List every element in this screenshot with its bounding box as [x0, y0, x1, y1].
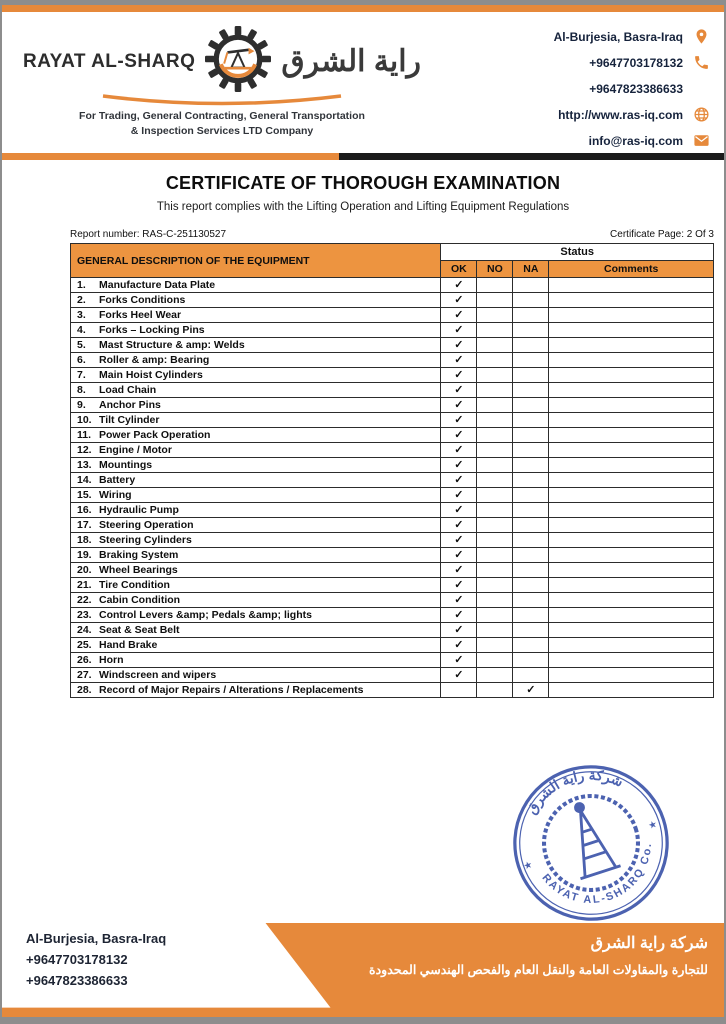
status-comments-cell	[549, 608, 714, 623]
row-label: Control Levers &amp; Pedals &amp; lights	[99, 609, 312, 621]
status-ok-cell: ✓	[441, 398, 477, 413]
table-row	[71, 578, 714, 593]
status-no-cell	[477, 488, 513, 503]
status-comments-cell	[549, 443, 714, 458]
contact-text: +9647823386633	[589, 81, 683, 96]
status-no-cell	[477, 428, 513, 443]
status-ok-cell: ✓	[441, 293, 477, 308]
status-no-cell	[477, 278, 513, 293]
row-number: 12.	[77, 444, 92, 456]
row-number: 18.	[77, 534, 92, 546]
status-no-cell	[477, 503, 513, 518]
status-column-group-header: Status	[441, 244, 714, 261]
row-label: Wheel Bearings	[99, 564, 178, 576]
status-no-cell	[477, 548, 513, 563]
row-description-cell	[71, 473, 441, 488]
row-label: Wiring	[99, 489, 132, 501]
status-no-cell	[477, 593, 513, 608]
status-comments-cell	[549, 398, 714, 413]
row-description-cell	[71, 308, 441, 323]
status-ok-cell: ✓	[441, 653, 477, 668]
status-ok-cell: ✓	[441, 383, 477, 398]
row-number: 11.	[77, 429, 92, 441]
row-description-cell	[71, 398, 441, 413]
status-no-cell	[477, 668, 513, 683]
row-label: Tilt Cylinder	[99, 414, 160, 426]
footer-contact-line: +9647703178132	[26, 952, 128, 967]
column-header-no: NO	[477, 261, 513, 278]
status-comments-cell	[549, 338, 714, 353]
footer-company-arabic	[369, 933, 708, 977]
table-row	[71, 473, 714, 488]
row-number: 8.	[77, 384, 86, 396]
table-row	[71, 488, 714, 503]
status-comments-cell	[549, 368, 714, 383]
row-number: 21.	[77, 579, 92, 591]
company-name-ar: راية الشرق	[281, 45, 422, 78]
status-comments-cell	[549, 623, 714, 638]
status-na-cell	[513, 593, 549, 608]
status-comments-cell	[549, 683, 714, 698]
stamp-top-text: شركة راية الشرق	[523, 767, 626, 817]
status-ok-cell: ✓	[441, 608, 477, 623]
gear-pumpjack-icon	[205, 26, 271, 97]
row-label: Steering Cylinders	[99, 534, 192, 546]
row-description-cell	[71, 563, 441, 578]
row-description-cell	[71, 653, 441, 668]
row-description-cell	[71, 593, 441, 608]
row-description-cell	[71, 353, 441, 368]
status-comments-cell	[549, 653, 714, 668]
status-na-cell	[513, 398, 549, 413]
stamp-star-right: ★	[647, 818, 659, 832]
status-ok-cell: ✓	[441, 458, 477, 473]
status-no-cell	[477, 368, 513, 383]
table-row	[71, 368, 714, 383]
table-row	[71, 398, 714, 413]
row-number: 26.	[77, 654, 92, 666]
table-row	[71, 383, 714, 398]
status-ok-cell: ✓	[441, 308, 477, 323]
status-comments-cell	[549, 578, 714, 593]
table-row	[71, 623, 714, 638]
status-no-cell	[477, 458, 513, 473]
status-na-cell	[513, 638, 549, 653]
company-tagline: For Trading, General Contracting, General Transportation & Inspection Services LTD Company	[79, 110, 365, 137]
table-row	[71, 503, 714, 518]
status-na-cell	[513, 443, 549, 458]
status-na-cell	[513, 458, 549, 473]
table-row	[71, 323, 714, 338]
row-label: Forks Conditions	[99, 294, 186, 306]
status-ok-cell: ✓	[441, 278, 477, 293]
derrick-icon	[558, 797, 620, 879]
row-description-cell	[71, 293, 441, 308]
table-row	[71, 653, 714, 668]
company-stamp	[489, 741, 693, 945]
footer	[2, 923, 724, 1017]
status-ok-cell: ✓	[441, 443, 477, 458]
row-label: Mast Structure & amp: Welds	[99, 339, 245, 351]
row-label: Hand Brake	[99, 639, 158, 651]
company-logo	[22, 20, 422, 149]
row-label: Horn	[99, 654, 124, 666]
row-description-cell	[71, 533, 441, 548]
footer-contact-block	[26, 931, 166, 988]
row-description-cell	[71, 608, 441, 623]
status-na-cell	[513, 653, 549, 668]
row-label: Roller & amp: Bearing	[99, 354, 210, 366]
status-no-cell	[477, 443, 513, 458]
contact-text: http://www.ras-iq.com	[558, 107, 683, 122]
header-divider	[2, 153, 724, 160]
status-ok-cell: ✓	[441, 533, 477, 548]
row-number: 16.	[77, 504, 92, 516]
globe-icon	[693, 106, 710, 123]
status-no-cell	[477, 638, 513, 653]
status-no-cell	[477, 578, 513, 593]
row-number: 28.	[77, 684, 92, 696]
row-description-cell	[71, 443, 441, 458]
description-column-header: GENERAL DESCRIPTION OF THE EQUIPMENT	[71, 244, 441, 278]
phone-icon	[693, 54, 710, 71]
row-description-cell	[71, 383, 441, 398]
meta-row	[70, 229, 714, 240]
row-number: 20.	[77, 564, 92, 576]
table-row	[71, 518, 714, 533]
row-description-cell	[71, 368, 441, 383]
contact-text: Al-Burjesia, Basra-Iraq	[553, 29, 683, 44]
equipment-checklist-table	[70, 243, 714, 698]
status-comments-cell	[549, 308, 714, 323]
status-comments-cell	[549, 458, 714, 473]
status-ok-cell: ✓	[441, 488, 477, 503]
row-number: 10.	[77, 414, 92, 426]
row-label: Record of Major Repairs / Alterations / Replacements	[99, 684, 364, 696]
table-row	[71, 308, 714, 323]
report-number: Report number: RAS-C-251130527	[70, 229, 227, 240]
table-row	[71, 548, 714, 563]
status-comments-cell	[549, 593, 714, 608]
status-ok-cell: ✓	[441, 413, 477, 428]
status-na-cell	[513, 383, 549, 398]
status-na-cell	[513, 548, 549, 563]
top-accent-bar	[2, 5, 724, 12]
status-ok-cell: ✓	[441, 428, 477, 443]
status-na-cell	[513, 308, 549, 323]
contact-line	[554, 28, 710, 45]
row-number: 7.	[77, 369, 86, 381]
row-description-cell	[71, 518, 441, 533]
table-row	[71, 593, 714, 608]
status-na-cell	[513, 293, 549, 308]
footer-arabic-line: شركة راية الشرق	[590, 935, 708, 952]
status-na-cell	[513, 668, 549, 683]
row-number: 14.	[77, 474, 92, 486]
header	[2, 12, 724, 153]
row-label: Steering Operation	[99, 519, 194, 531]
row-number: 1.	[77, 279, 86, 291]
row-label: Seat & Seat Belt	[99, 624, 180, 636]
row-description-cell	[71, 278, 441, 293]
status-ok-cell: ✓	[441, 563, 477, 578]
status-ok-cell: ✓	[441, 368, 477, 383]
mail-icon	[693, 132, 710, 149]
page-title: CERTIFICATE OF THOROUGH EXAMINATION	[165, 173, 561, 193]
table-row	[71, 668, 714, 683]
status-na-cell	[513, 428, 549, 443]
row-number: 23.	[77, 609, 92, 621]
row-label: Anchor Pins	[99, 399, 161, 411]
status-na-cell	[513, 578, 549, 593]
table-row	[71, 443, 714, 458]
status-comments-cell	[549, 533, 714, 548]
svg-text:RAYAT AL-SHARQ Co.	[538, 838, 668, 922]
status-comments-cell	[549, 518, 714, 533]
table-row	[71, 638, 714, 653]
status-no-cell	[477, 323, 513, 338]
row-description-cell	[71, 683, 441, 698]
location-icon	[693, 28, 710, 45]
status-comments-cell	[549, 638, 714, 653]
row-label: Forks Heel Wear	[99, 309, 182, 321]
row-label: Braking System	[99, 549, 179, 561]
status-na-cell	[513, 503, 549, 518]
status-ok-cell: ✓	[441, 548, 477, 563]
table-row	[71, 413, 714, 428]
status-no-cell	[477, 533, 513, 548]
certificate-page: Certificate Page: 2 Of 3	[610, 229, 714, 240]
table-row	[71, 293, 714, 308]
row-number: 3.	[77, 309, 86, 321]
status-comments-cell	[549, 323, 714, 338]
status-comments-cell	[549, 488, 714, 503]
stamp-bottom-text: RAYAT AL-SHARQ Co.	[539, 841, 654, 907]
row-number: 24.	[77, 624, 92, 636]
row-number: 5.	[77, 339, 86, 351]
row-label: Battery	[99, 474, 136, 486]
table-row	[71, 338, 714, 353]
status-no-cell	[477, 653, 513, 668]
status-comments-cell	[549, 548, 714, 563]
row-label: Mountings	[99, 459, 153, 471]
table-row	[71, 428, 714, 443]
row-description-cell	[71, 668, 441, 683]
status-ok-cell: ✓	[441, 593, 477, 608]
status-no-cell	[477, 383, 513, 398]
stamp-star-left: ★	[522, 859, 534, 873]
status-ok-cell: ✓	[441, 578, 477, 593]
status-comments-cell	[549, 278, 714, 293]
status-na-cell: ✓	[513, 683, 549, 698]
column-header-na: NA	[513, 261, 549, 278]
status-ok-cell: ✓	[441, 353, 477, 368]
status-na-cell	[513, 278, 549, 293]
table-row	[71, 563, 714, 578]
status-na-cell	[513, 533, 549, 548]
document-page	[2, 5, 724, 1017]
footer-arabic-line: للتجارة والمقاولات العامة والنقل العام والفحص الهندسي المحدودة	[369, 963, 708, 977]
contact-line	[558, 106, 710, 123]
status-na-cell	[513, 608, 549, 623]
status-ok-cell: ✓	[441, 668, 477, 683]
status-comments-cell	[549, 563, 714, 578]
status-ok-cell: ✓	[441, 518, 477, 533]
row-description-cell	[71, 638, 441, 653]
row-description-cell	[71, 503, 441, 518]
row-label: Forks – Locking Pins	[99, 324, 205, 336]
row-description-cell	[71, 623, 441, 638]
status-no-cell	[477, 608, 513, 623]
status-no-cell	[477, 353, 513, 368]
status-na-cell	[513, 488, 549, 503]
status-comments-cell	[549, 413, 714, 428]
row-number: 2.	[77, 294, 86, 306]
status-ok-cell: ✓	[441, 473, 477, 488]
row-label: Load Chain	[99, 384, 157, 396]
row-number: 9.	[77, 399, 86, 411]
footer-contact-line: +9647823386633	[26, 973, 128, 988]
row-label: Manufacture Data Plate	[99, 279, 216, 291]
row-label: Cabin Condition	[99, 594, 181, 606]
title-block	[2, 173, 724, 213]
status-na-cell	[513, 518, 549, 533]
status-ok-cell: ✓	[441, 503, 477, 518]
row-description-cell	[71, 578, 441, 593]
row-description-cell	[71, 338, 441, 353]
table-header-row-1	[71, 244, 714, 261]
status-na-cell	[513, 563, 549, 578]
status-ok-cell	[441, 683, 477, 698]
row-label: Windscreen and wipers	[99, 669, 217, 681]
status-na-cell	[513, 473, 549, 488]
row-description-cell	[71, 413, 441, 428]
row-label: Engine / Motor	[99, 444, 172, 456]
row-number: 4.	[77, 324, 86, 336]
status-comments-cell	[549, 383, 714, 398]
contact-text: +9647703178132	[589, 55, 683, 70]
row-number: 17.	[77, 519, 92, 531]
column-header-comments: Comments	[549, 261, 714, 278]
row-description-cell	[71, 428, 441, 443]
table-row	[71, 533, 714, 548]
status-no-cell	[477, 398, 513, 413]
status-comments-cell	[549, 668, 714, 683]
status-no-cell	[477, 293, 513, 308]
table-row	[71, 608, 714, 623]
table-row	[71, 353, 714, 368]
status-no-cell	[477, 413, 513, 428]
status-no-cell	[477, 518, 513, 533]
status-comments-cell	[549, 473, 714, 488]
contact-text: info@ras-iq.com	[588, 133, 683, 148]
status-no-cell	[477, 338, 513, 353]
row-description-cell	[71, 548, 441, 563]
status-no-cell	[477, 308, 513, 323]
contact-line	[589, 132, 710, 149]
status-no-cell	[477, 473, 513, 488]
status-ok-cell: ✓	[441, 623, 477, 638]
contact-line	[589, 54, 710, 71]
row-number: 19.	[77, 549, 92, 561]
status-na-cell	[513, 413, 549, 428]
row-description-cell	[71, 458, 441, 473]
status-comments-cell	[549, 293, 714, 308]
row-label: Power Pack Operation	[99, 429, 211, 441]
row-label: Tire Condition	[99, 579, 170, 591]
row-number: 22.	[77, 594, 92, 606]
contact-line	[589, 80, 710, 97]
status-comments-cell	[549, 503, 714, 518]
footer-contact-line: Al-Burjesia, Basra-Iraq	[26, 931, 167, 946]
row-description-cell	[71, 323, 441, 338]
status-comments-cell	[549, 428, 714, 443]
contact-info	[554, 20, 710, 149]
row-number: 25.	[77, 639, 92, 651]
row-label: Main Hoist Cylinders	[99, 369, 203, 381]
page-subtitle: This report complies with the Lifting Operation and Lifting Equipment Regulations	[156, 201, 570, 213]
status-comments-cell	[549, 353, 714, 368]
status-ok-cell: ✓	[441, 338, 477, 353]
row-number: 13.	[77, 459, 92, 471]
row-label: Hydraulic Pump	[99, 504, 179, 516]
status-na-cell	[513, 323, 549, 338]
status-no-cell	[477, 563, 513, 578]
column-header-ok: OK	[441, 261, 477, 278]
status-na-cell	[513, 623, 549, 638]
table-row	[71, 683, 714, 698]
company-name-en: RAYAT AL-SHARQ	[22, 50, 196, 72]
row-number: 27.	[77, 669, 92, 681]
table-row	[71, 278, 714, 293]
status-ok-cell: ✓	[441, 323, 477, 338]
svg-text:شركة راية الشرق	[517, 755, 629, 820]
row-number: 15.	[77, 489, 92, 501]
status-na-cell	[513, 338, 549, 353]
table-row	[71, 458, 714, 473]
row-description-cell	[71, 488, 441, 503]
status-no-cell	[477, 623, 513, 638]
status-na-cell	[513, 368, 549, 383]
row-number: 6.	[77, 354, 86, 366]
status-no-cell	[477, 683, 513, 698]
status-na-cell	[513, 353, 549, 368]
status-ok-cell: ✓	[441, 638, 477, 653]
